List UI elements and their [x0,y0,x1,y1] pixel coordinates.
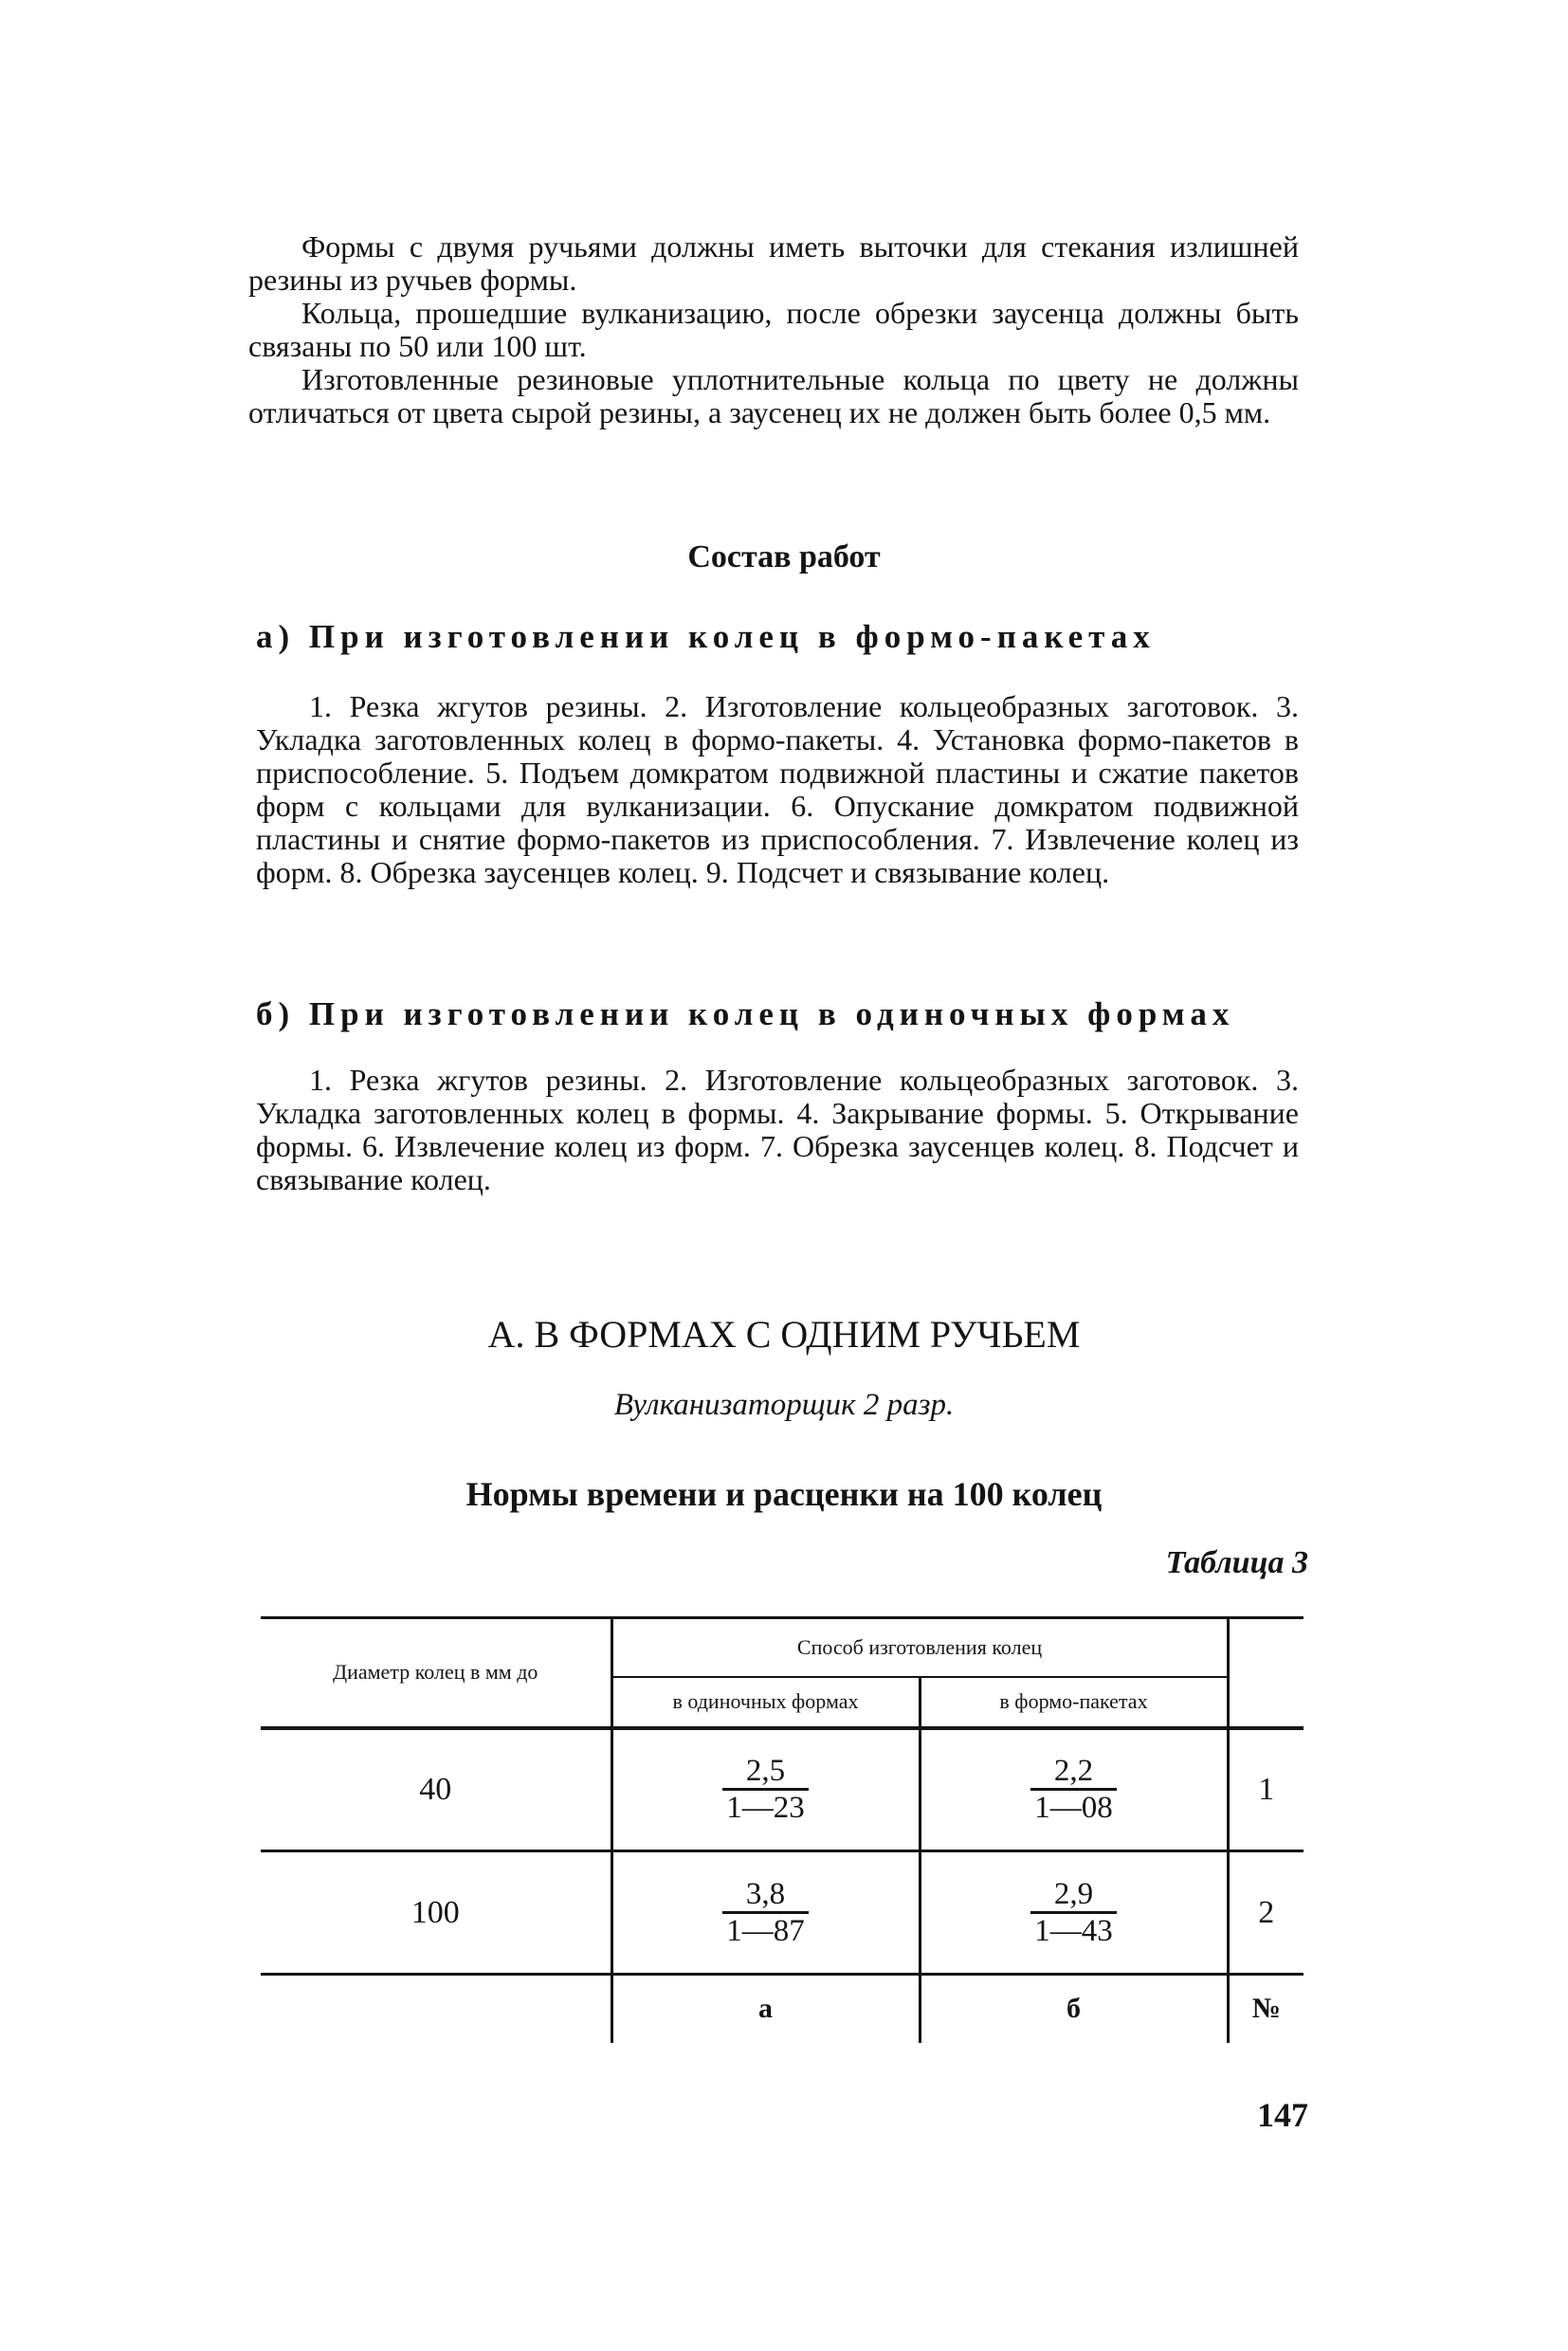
section-b-text: 1. Резка жгутов резины. 2. Изготовление кольцеобразных заготовок. 3. Укладка заготовленных колец в формы. 4. Закрывание формы. 5. Открывание формы. 6. Извлечение колец из форм. 7. Обрезка заусенцев колец. 8. Подсчет и связывание колец. [256,1063,1299,1196]
fraction-single [722,1877,809,1948]
footer-column-a: а [611,1975,920,2043]
header-single-forms: в одиночных формах [611,1677,920,1728]
cell-packets [920,1728,1228,1851]
fraction-packets [1030,1754,1117,1825]
cell-single [611,1851,920,1975]
table-row [261,1851,1304,1975]
header-form-packets: в формо-пакетах [920,1677,1228,1728]
footer-column-number: № [1228,1975,1304,2043]
cell-diameter: 40 [261,1728,611,1851]
norm-time: 2,2 [1053,1754,1094,1789]
norm-time: 2,5 [745,1754,786,1789]
section-title: А. В ФОРМАХ С ОДНИМ РУЧЬЕМ [487,1313,1081,1356]
paragraph-ring-color: Изготовленные резиновые уплотнительные кольца по цвету не должны отличаться от цвета сырой резины, а заусенец их не должен быть более 0,5 мм. [248,362,1299,429]
section-a-text: 1. Резка жгутов резины. 2. Изготовление кольцеобразных заготовок. 3. Укладка заготовленных колец в формо-пакеты. 4. Установка формо-пакетов в приспособление. 5. Подъем домкратом подвижной пластины и сжатие пакетов форм с кольцами для вулканизации. 6. Опускание домкратом подвижной пластины и снятие формо-пакетов из приспособления. 7. Извлечение колец из форм. 8. Обрезка заусенцев колец. 9. Подсчет и связывание колец. [256,689,1299,889]
footer-empty-cell [261,1975,611,2043]
norms-table-wrap [261,1616,1304,2043]
norm-time: 2,9 [1053,1877,1094,1911]
table-row [261,1728,1304,1851]
norms-table [261,1616,1304,2043]
table-footer-row [261,1975,1304,2043]
cell-row-number: 1 [1228,1728,1304,1851]
cell-packets [920,1851,1228,1975]
header-number-column [1228,1618,1304,1728]
work-composition-heading: Состав работ [687,539,881,574]
rate-price: 1—23 [722,1788,809,1825]
table-label: Таблица 3 [1165,1545,1308,1580]
cell-single [611,1728,920,1851]
page-number: 147 [1257,2096,1308,2134]
paragraph-ring-bundling: Кольца, прошедшие вулканизацию, после обрезки заусенца должны быть связаны по 50 или 100 шт. [248,296,1299,363]
cell-row-number: 2 [1228,1851,1304,1975]
section-b-heading: б) При изготовлении колец в одиночных формах [256,995,1235,1032]
rate-price: 1—87 [722,1911,809,1948]
header-method: Способ изготовления колец [611,1618,1228,1677]
paragraph-mold-grooves: Формы с двумя ручьями должны иметь выточки для стекания излишней резины из ручьев формы. [248,229,1299,297]
rate-price: 1—43 [1030,1911,1117,1948]
header-diameter: Диаметр колец в мм до [261,1618,611,1728]
rate-price: 1—08 [1030,1788,1117,1825]
worker-grade: Вулканизаторщик 2 разр. [613,1388,955,1422]
norms-title: Нормы времени и расценки на 100 колец [465,1475,1103,1513]
norm-time: 3,8 [745,1877,786,1911]
cell-diameter: 100 [261,1851,611,1975]
fraction-single [722,1754,809,1825]
fraction-packets [1030,1877,1117,1948]
section-a-heading: а) При изготовлении колец в формо-пакетах [256,618,1156,655]
footer-column-b: б [920,1975,1228,2043]
